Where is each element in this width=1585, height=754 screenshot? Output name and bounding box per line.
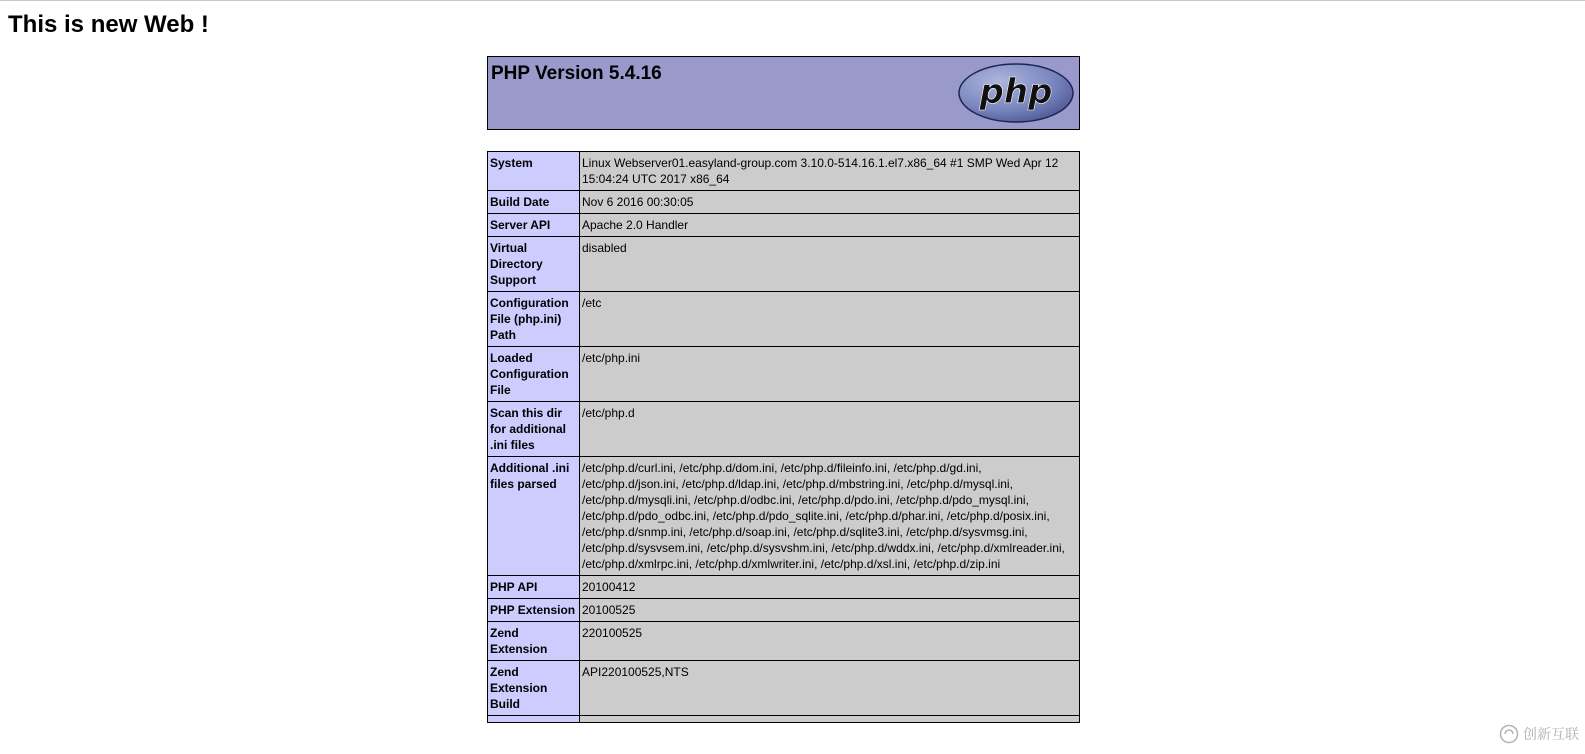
table-row (488, 457, 1080, 576)
table-row (488, 214, 1080, 237)
row-key: Zend Extension Build (488, 661, 580, 716)
php-logo-icon[interactable] (957, 62, 1075, 124)
row-value: /etc/php.d/curl.ini, /etc/php.d/dom.ini, /etc/php.d/fileinfo.ini, /etc/php.d/gd.ini, /etc/php.d/json.ini, /etc/php.d/ldap.ini, /etc/php.d/mbstring.ini, /etc/php.d/mysql.ini, /etc/php.d/mysqli.ini, /etc/php.d/odbc.ini, /etc/php.d/pdo.ini, /etc/php.d/pdo_mysql.ini, /etc/php.d/pdo_odbc.ini, /etc/php.d/pdo_sqlite.ini, /etc/php.d/phar.ini, /etc/php.d/posix.ini, /etc/php.d/snmp.ini, /etc/php.d/soap.ini, /etc/php.d/sqlite3.ini, /etc/php.d/sysvmsg.ini, /etc/php.d/sysvsem.ini, /etc/php.d/sysvshm.ini, /etc/php.d/wddx.ini, /etc/php.d/xmlreader.ini, /etc/php.d/xmlrpc.ini, /etc/php.d/xmlwriter.ini, /etc/php.d/xsl.ini, /etc/php.d/zip.ini (580, 457, 1080, 576)
phpinfo-header (487, 56, 1080, 130)
row-value: 220100525 (580, 622, 1080, 661)
table-row (488, 576, 1080, 599)
row-value: Nov 6 2016 00:30:05 (580, 191, 1080, 214)
brand-logo-icon (1499, 724, 1519, 744)
row-key: Additional .ini files parsed (488, 457, 580, 576)
watermark (1499, 722, 1579, 746)
row-key (488, 716, 580, 723)
row-value: API220100525,NTS (580, 661, 1080, 716)
phpinfo-container (487, 56, 1080, 723)
row-value: Linux Webserver01.easyland-group.com 3.10.0-514.16.1.el7.x86_64 #1 SMP Wed Apr 12 15:04:24 UTC 2017 x86_64 (580, 152, 1080, 191)
phpinfo-table (487, 151, 1080, 723)
watermark-text: 创新互联 (1523, 726, 1579, 742)
row-key: PHP Extension (488, 599, 580, 622)
row-value: Apache 2.0 Handler (580, 214, 1080, 237)
php-logo-text: php (979, 72, 1053, 112)
row-value: disabled (580, 237, 1080, 292)
row-key: Scan this dir for additional .ini files (488, 402, 580, 457)
row-key: Zend Extension (488, 622, 580, 661)
row-key: Configuration File (php.ini) Path (488, 292, 580, 347)
row-key: Build Date (488, 191, 580, 214)
row-value (580, 716, 1080, 723)
row-key: Virtual Directory Support (488, 237, 580, 292)
row-value: 20100412 (580, 576, 1080, 599)
row-value: /etc/php.d (580, 402, 1080, 457)
table-row (488, 347, 1080, 402)
php-version-title: PHP Version 5.4.16 (491, 63, 662, 84)
page-heading: This is new Web ! (8, 11, 209, 38)
table-row (488, 292, 1080, 347)
row-value: /etc/php.ini (580, 347, 1080, 402)
table-row (488, 661, 1080, 716)
table-row (488, 622, 1080, 661)
table-row (488, 237, 1080, 292)
row-key: System (488, 152, 580, 191)
row-key: Loaded Configuration File (488, 347, 580, 402)
row-key: PHP API (488, 576, 580, 599)
table-row (488, 152, 1080, 191)
row-value: /etc (580, 292, 1080, 347)
table-row (488, 402, 1080, 457)
row-value: 20100525 (580, 599, 1080, 622)
table-row (488, 716, 1080, 723)
row-key: Server API (488, 214, 580, 237)
table-row (488, 599, 1080, 622)
table-row (488, 191, 1080, 214)
